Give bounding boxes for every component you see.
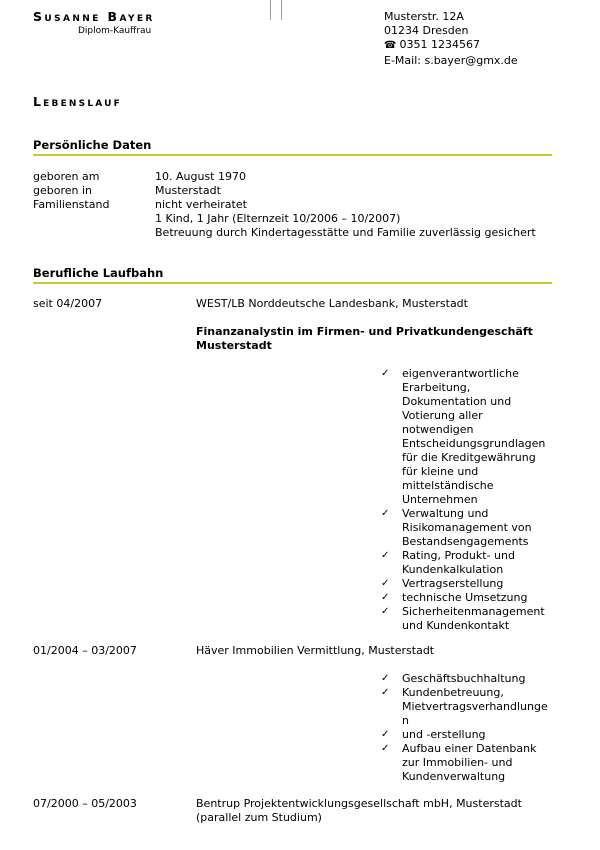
job-title-line: Musterstadt [196,339,272,353]
check-icon: ✓ [381,729,390,740]
top-divider-line [270,0,271,20]
job-employer: Häver Immobilien Vermittlung, Musterstadt [196,644,435,657]
job-task-list [381,672,561,784]
task-line: eigenverantwortliche [402,367,519,380]
check-icon: ✓ [381,508,390,519]
list-item [381,577,561,591]
task-line: Sicherheitenmanagement [402,605,545,618]
list-item [381,549,561,577]
section-heading-career: Berufliche Laufbahn [33,266,552,284]
personal-value: Musterstadt [155,184,221,197]
job-period: 07/2000 – 05/2003 [33,797,137,810]
personal-label: geboren am [33,170,100,183]
task-line: Votierung aller [402,409,483,422]
task-line: Rating, Produkt- und [402,549,515,562]
personal-label: Familienstand [33,198,110,211]
check-icon: ✓ [381,687,390,698]
job-task-list [381,367,561,633]
task-line: Verwaltung und [402,507,489,520]
personal-label: geboren in [33,184,93,197]
job-employer-line: Bentrup Projektentwicklungsgesellschaft mbH, Musterstadt [196,797,522,810]
list-item [381,728,561,742]
task-line: und -erstellung [402,728,486,741]
check-icon: ✓ [381,578,390,589]
job-title [196,325,533,353]
list-item [381,686,561,728]
list-item [381,672,561,686]
contact-email: E-Mail: s.bayer@gmx.de [384,53,518,67]
task-line: Kundenbetreuung, [402,686,504,699]
task-line: Geschäftsbuchhaltung [402,672,526,685]
top-divider-line [281,0,282,20]
job-period: 01/2004 – 03/2007 [33,644,137,657]
applicant-name: Susanne Bayer [33,9,155,24]
telephone-icon: ☎ [384,40,397,52]
contact-phone: 0351 1234567 [399,38,480,52]
job-employer-line: (parallel zum Studium) [196,811,322,825]
task-line: Kundenkalkulation [402,563,504,576]
personal-value: Betreuung durch Kindertagesstätte und Familie zuverlässig gesichert [155,226,536,239]
list-item [381,591,561,605]
task-line: Unternehmen [402,493,478,506]
personal-value: nicht verheiratet [155,198,247,211]
contact-street: Musterstr. 12A [384,10,464,23]
check-icon: ✓ [381,743,390,754]
job-employer [196,797,522,825]
section-heading-personal: Persönliche Daten [33,138,552,156]
task-line: Risikomanagement von [402,521,532,534]
task-line: n [402,714,409,727]
job-title-line: Finanzanalystin im Firmen- und Privatkundengeschäft [196,325,533,338]
check-icon: ✓ [381,606,390,617]
job-employer: WEST/LB Norddeutsche Landesbank, Musterstadt [196,297,468,310]
check-icon: ✓ [381,673,390,684]
task-line: für die Kreditgewährung [402,451,536,464]
task-line: Erarbeitung, [402,381,471,394]
task-line: Mietvertragsverhandlunge [402,700,548,713]
check-icon: ✓ [381,368,390,379]
task-line: technische Umsetzung [402,591,528,604]
check-icon: ✓ [381,550,390,561]
contact-city: 01234 Dresden [384,24,469,38]
document-title: Lebenslauf [33,94,123,109]
task-line: und Kundenkontakt [402,619,510,632]
personal-value: 1 Kind, 1 Jahr (Elternzeit 10/2006 – 10/2007) [155,212,401,225]
contact-block [384,10,518,68]
task-line: Vertragserstellung [402,577,504,590]
list-item [381,605,561,633]
list-item [381,367,561,507]
task-line: notwendigen [402,423,474,436]
task-line: Kundenverwaltung [402,770,506,783]
task-line: Aufbau einer Datenbank [402,742,537,755]
task-line: zur Immobilien- und [402,756,513,769]
list-item [381,507,561,549]
job-period: seit 04/2007 [33,297,103,310]
personal-value: 10. August 1970 [155,170,246,183]
task-line: Entscheidungsgrundlagen [402,437,546,450]
task-line: Dokumentation und [402,395,512,408]
check-icon: ✓ [381,592,390,603]
task-line: mittelständische [402,479,494,492]
contact-phone-line [384,38,518,53]
task-line: Bestandsengagements [402,535,529,548]
task-line: für kleine und [402,465,479,478]
applicant-degree: Diplom-Kauffrau [78,26,152,36]
list-item [381,742,561,784]
